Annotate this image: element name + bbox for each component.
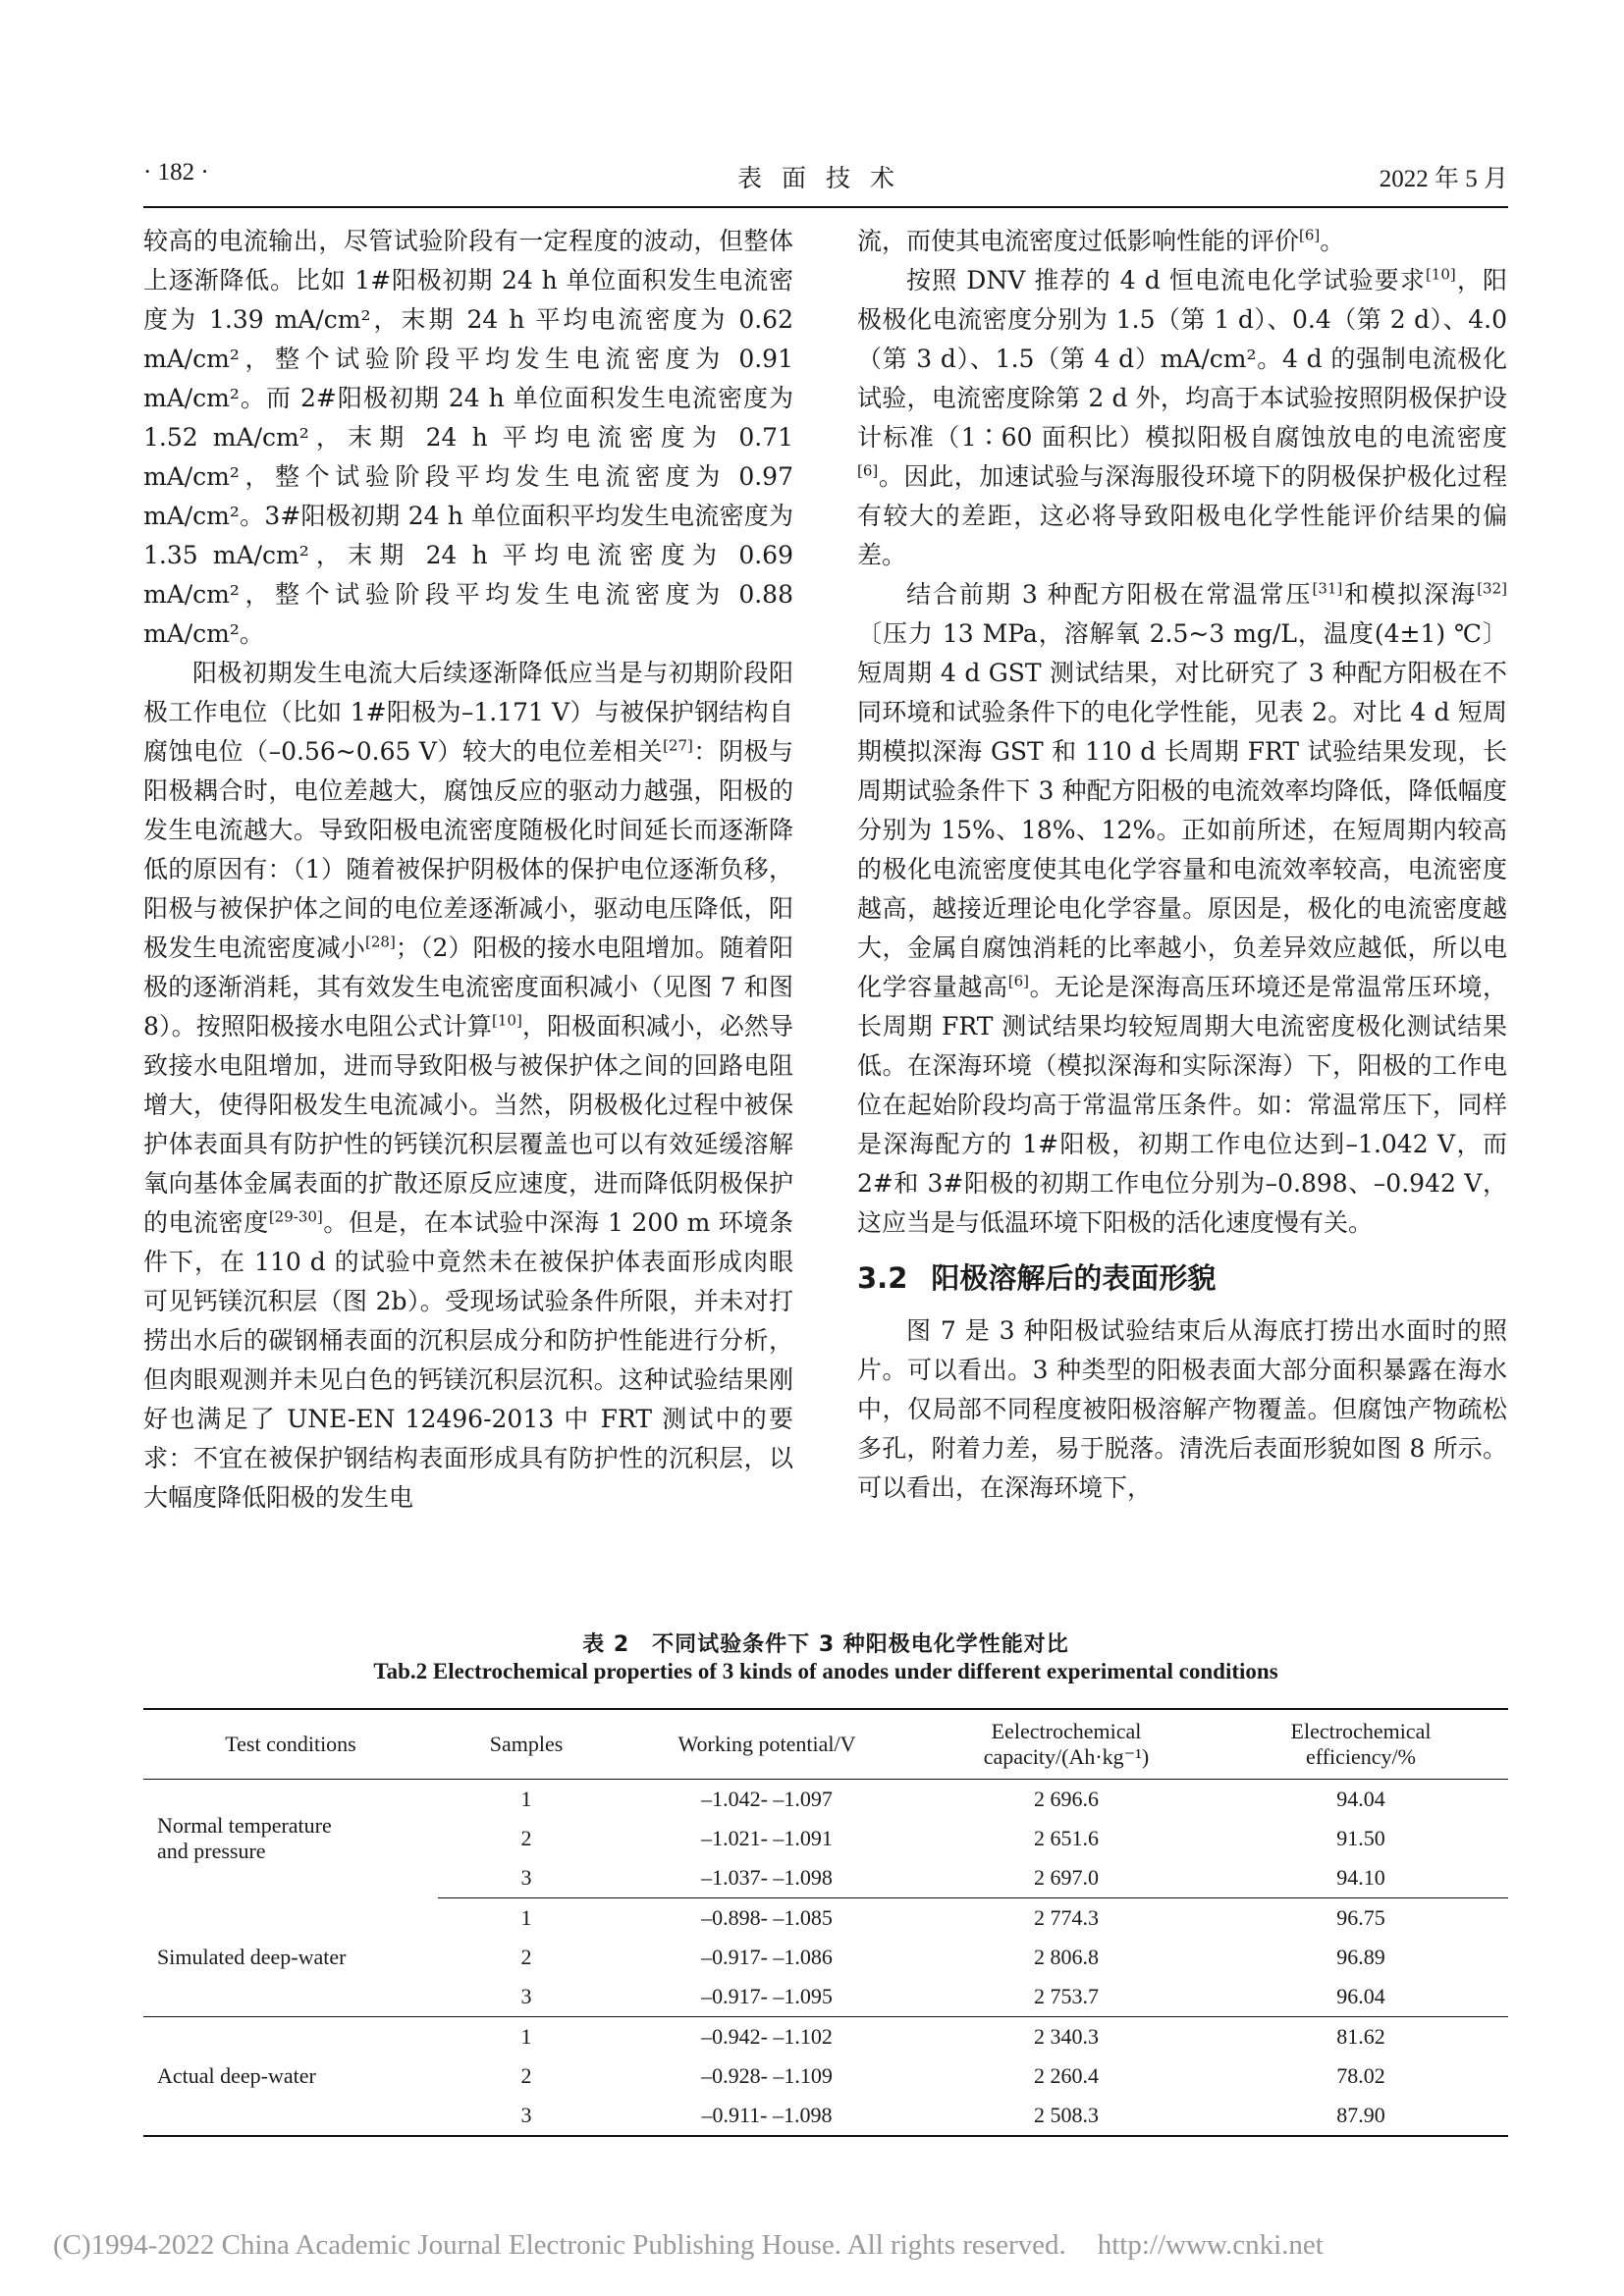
cnki-link[interactable]: http://www.cnki.net bbox=[1097, 2229, 1324, 2261]
table-row: 3 –0.911- –1.098 2 508.3 87.90 bbox=[520, 2103, 1385, 2127]
citation-link[interactable]: [32] bbox=[1477, 579, 1507, 598]
citation-link[interactable]: [28] bbox=[365, 933, 396, 951]
col-header-capacity: Eelectrochemical capacity/(Ah·kg⁻¹) bbox=[919, 1709, 1214, 1780]
condition-cell: Actual deep-water bbox=[157, 2063, 316, 2088]
col-header-conditions: Test conditions bbox=[143, 1709, 438, 1780]
table-row: 2 –1.021- –1.091 2 651.6 91.50 bbox=[520, 1826, 1385, 1850]
paragraph: 流，而使其电流密度过低影响性能的评价[6]。 bbox=[857, 226, 1345, 255]
paragraph: 图 7 是 3 种阳极试验结束后从海底打捞出水面时的照片。可以看出。3 种类型的阳极表面大部分面积暴露在海水中，仅局部不同程度被阳极溶解产物覆盖。但腐蚀产物疏松多孔，附着力差，易于脱落。清洗后表面形貌如图 8 所示。可以看出，在深海环境下， bbox=[857, 1316, 1507, 1502]
section-heading bbox=[857, 1258, 1507, 1298]
citation-link[interactable]: [6] bbox=[857, 461, 879, 480]
citation-link[interactable]: [31] bbox=[1312, 579, 1343, 598]
paragraph: 按照 DNV 推荐的 4 d 恒电流电化学试验要求[10]，阳极极化电流密度分别为 1.5（第 1 d）、0.4（第 2 d）、4.0（第 3 d）、1.5（第 4 d）mA/cm²。4 d 的强制电流极化试验，电流密度除第 2 d 外，均高于本试验按照阴极保护设计标准（1∶60 面积比）模拟阳极自腐蚀放电的电流密度[6]。因此，加速试验与深海服役环境下的阴极保护极化过程有较大的差距，这必将导致阳极电化学性能评价结果的偏差。 bbox=[857, 265, 1507, 569]
electrochemical-properties-table bbox=[143, 1708, 1508, 2137]
table-row: 3 –1.037- –1.098 2 697.0 94.10 bbox=[143, 1858, 1508, 1898]
table-row: Simulated deep-water 1 –0.898- –1.085 2 774.3 96.75 bbox=[143, 1898, 1508, 1939]
header-rule bbox=[143, 206, 1508, 208]
paragraph: 结合前期 3 种配方阳极在常温常压[31]和模拟深海[32]〔压力 13 MPa，溶解氧 2.5~3 mg/L，温度(4±1) ℃〕短周期 4 d GST 测试结果，对比研究了 3 种配方阳极在不同环境和试验条件下的电化学性能，见表 2。对比 4 d 短周期模拟深海 GST 和 110 d 长周期 FRT 试验结果发现，长周期试验条件下 3 种配方阳极的电流效率均降低，降低幅度分别为 15%、18%、12%。正如前所述，在短周期内较高的极化电流密度使其电化学容量和电流效率较高，电流密度越高，越接近理论电化学容量。原因是，极化的电流密度越大，金属自腐蚀消耗的比率越小，负差异效应越低，所以电化学容量越高[6]。无论是深海高压环境还是常温常压环境，长周期 FRT 测试结果均较短周期大电流密度极化测试结果低。在深海环境（模拟深海和实际深海）下，阳极的工作电位在起始阶段均高于常温常压条件。如：常温常压下，同样是深海配方的 1#阳极，初期工作电位达到–1.042 V，而 2#和 3#阳极的初期工作电位分别为–0.898、–0.942 V，这应当是与低温环境下阳极的活化速度慢有关。 bbox=[857, 579, 1507, 1237]
page-number: · 182 · bbox=[143, 159, 209, 186]
journal-name: 表面技术 bbox=[736, 166, 914, 192]
condition-cell: Normal temperature and pressure bbox=[157, 1813, 332, 1864]
table-row: 2 –0.928- –1.109 2 260.4 78.02 bbox=[520, 2063, 1385, 2088]
citation-link[interactable]: [6] bbox=[1007, 972, 1030, 990]
citation-link[interactable]: [6] bbox=[1299, 226, 1321, 244]
table-row: Actual deep-water 1 –0.942- –1.102 2 340.3 81.62 bbox=[143, 2017, 1508, 2057]
issue-date: 2022 年 5 月 bbox=[1379, 166, 1508, 192]
table-row: Normal temperature and pressure 1 –1.042- –1.097 2 696.6 94.04 bbox=[143, 1780, 1508, 1820]
table-caption-english: Tab.2 Electrochemical properties of 3 kinds of anodes under different experimental conditions bbox=[373, 1659, 1278, 1683]
citation-link[interactable]: [27] bbox=[663, 736, 693, 755]
left-column bbox=[143, 222, 793, 1518]
section-number: 3.2 bbox=[857, 1261, 908, 1295]
table-row: 3 –0.917- –1.095 2 753.7 96.04 bbox=[143, 1977, 1508, 2017]
paragraph: 阳极初期发生电流大后续逐渐降低应当是与初期阶段阳极工作电位（比如 1#阳极为–1.171 V）与被保护钢结构自腐蚀电位（–0.56~0.65 V）较大的电位差相关[27]：阴极与阳极耦合时，电位差越大，腐蚀反应的驱动力越强，阳极的发生电流越大。导致阳极电流密度随极化时间延长而逐渐降低的原因有：（1）随着被保护阴极体的保护电位逐渐负移，阳极与被保护体之间的电位差逐渐减小，驱动电压降低，阳极发生电流密度减小[28]；（2）阳极的接水电阻增加。随着阳极的逐渐消耗，其有效发生电流密度面积减小（见图 7 和图 8）。按照阳极接水电阻公式计算[10]，阳极面积减小，必然导致接水电阻增加，进而导致阳极与被保护体之间的回路电阻增大，使得阳极发生电流减小。当然，阴极极化过程中被保护体表面具有防护性的钙镁沉积层覆盖也可以有效延缓溶解氧向基体金属表面的扩散还原反应速度，进而降低阴极保护的电流密度[29-30]。但是，在本试验中深海 1 200 m 环境条件下，在 110 d 的试验中竟然未在被保护体表面形成肉眼可见钙镁沉积层（图 2b）。受现场试验条件所限，并未对打捞出水后的碳钢桶表面的沉积层成分和防护性能进行分析，但肉眼观测并未见白色的钙镁沉积层沉积。这种试验结果刚好也满足了 UNE-EN 12496-2013 中 FRT 测试中的要求：不宜在被保护钢结构表面形成具有防护性的沉积层，以大幅度降低阳极的发生电 bbox=[143, 659, 793, 1512]
running-header bbox=[143, 155, 1508, 198]
citation-link[interactable]: [29-30] bbox=[268, 1207, 323, 1226]
table-caption-chinese: 表 2 不同试验条件下 3 种阳极电化学性能对比 bbox=[582, 1632, 1069, 1657]
table-header-row bbox=[143, 1709, 1508, 1780]
col-header-samples: Samples bbox=[438, 1709, 615, 1780]
section-title: 阳极溶解后的表面形貌 bbox=[931, 1261, 1217, 1295]
citation-link[interactable]: [10] bbox=[1425, 265, 1456, 284]
copyright-footer bbox=[53, 2229, 1324, 2262]
citation-link[interactable]: [10] bbox=[492, 1011, 522, 1030]
paragraph: 较高的电流输出，尽管试验阶段有一定程度的波动，但整体上逐渐降低。比如 1#阳极初期 24 h 单位面积发生电流密度为 1.39 mA/cm²，末期 24 h 平均电流密度为 0.62 mA/cm²，整个试验阶段平均发生电流密度为 0.91 mA/cm²。而 2#阳极初期 24 h 单位面积发生电流密度为 1.52 mA/cm²，末期 24 h 平均电流密度为 0.71 mA/cm²，整个试验阶段平均发生电流密度为 0.97 mA/cm²。3#阳极初期 24 h 单位面积平均发生电流密度为 1.35 mA/cm²，末期 24 h 平均电流密度为 0.69 mA/cm²，整个试验阶段平均发生电流密度为 0.88 mA/cm²。 bbox=[143, 227, 793, 648]
col-header-efficiency: Electrochemical efficiency/% bbox=[1214, 1709, 1508, 1780]
right-column bbox=[857, 222, 1507, 1508]
condition-cell: Simulated deep-water bbox=[143, 1898, 438, 2017]
col-header-potential: Working potential/V bbox=[615, 1709, 919, 1780]
copyright-text: (C)1994-2022 China Academic Journal Electronic Publishing House. All rights reserved. bbox=[53, 2229, 1066, 2261]
table-row: 2 –0.917- –1.086 2 806.8 96.89 bbox=[520, 1945, 1385, 1969]
